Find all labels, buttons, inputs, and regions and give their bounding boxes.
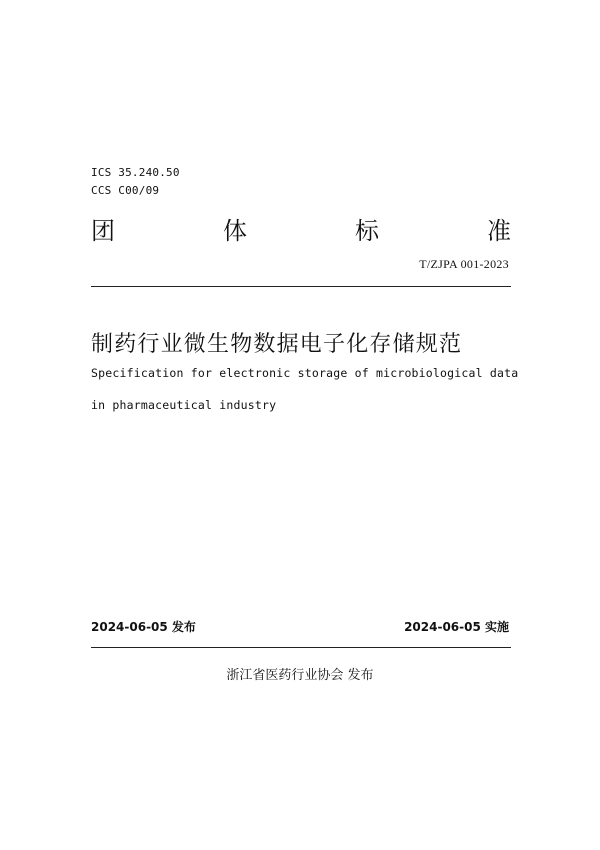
publisher: 浙江省医药行业协会 发布 (226, 668, 374, 683)
standard-type-char: 团 (91, 217, 115, 245)
bottom-divider (91, 647, 511, 648)
title-english-line-2: in pharmaceutical industry (91, 398, 277, 412)
ccs-code: CCS C00/09 (91, 184, 160, 197)
standard-type-char: 体 (223, 217, 247, 245)
ics-code: ICS 35.240.50 (91, 166, 180, 179)
standard-number: T/ZJPA 001-2023 (419, 257, 509, 271)
title-chinese: 制药行业微生物数据电子化存储规范 (91, 332, 463, 357)
top-divider (91, 286, 511, 287)
standard-type-heading (91, 216, 511, 246)
publish-date: 2024-06-05 发布 (91, 620, 196, 634)
implement-date: 2024-06-05 实施 (404, 620, 509, 634)
standard-type-char: 准 (487, 217, 511, 245)
standard-type-char: 标 (355, 217, 379, 245)
title-english-line-1: Specification for electronic storage of microbiological data (91, 366, 519, 380)
